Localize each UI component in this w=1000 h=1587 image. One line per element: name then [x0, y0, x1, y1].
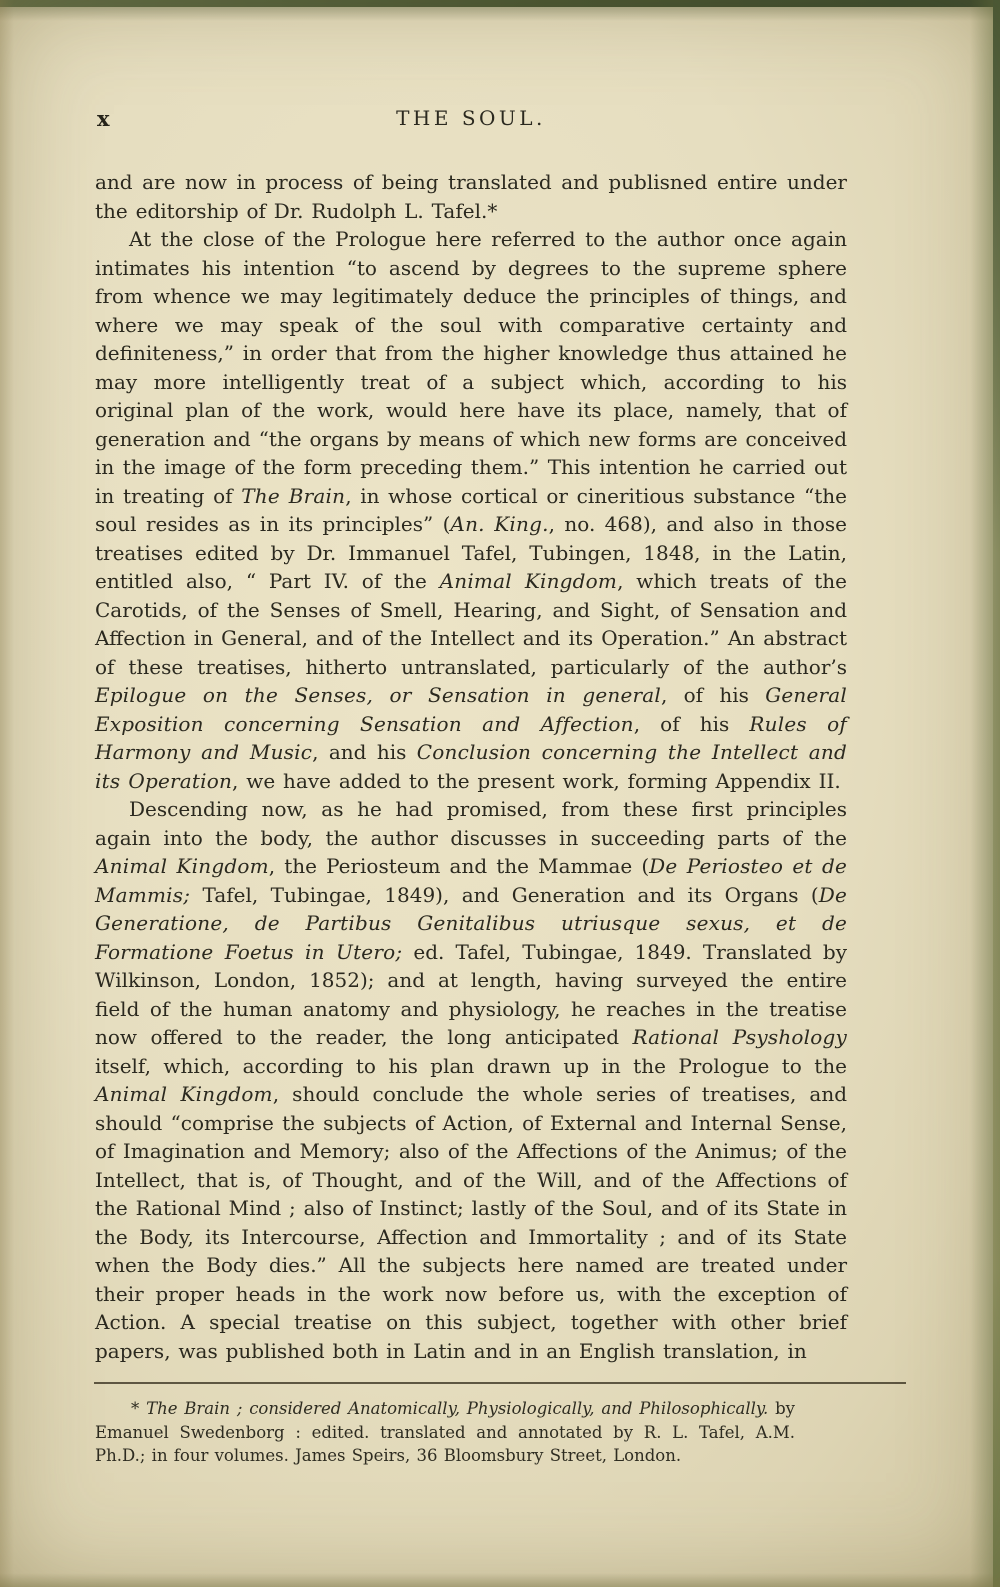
italic-text-segment: An. King. — [450, 512, 549, 536]
paragraph — [95, 225, 847, 795]
page-number: x — [97, 106, 110, 131]
text-segment: and are now in process of being translated and publisned entire under the editorship of Dr. Rudolph L. Tafel.* — [95, 170, 847, 223]
text-segment: Tafel, Tubingae, 1849), and Generation and its Organs ( — [190, 882, 819, 907]
text-segment: by Emanuel Swedenborg : edited. translated and annotated by R. L. Tafel, A.M. Ph.D.; in four volumes. James Speirs, 36 Bloomsbury Street, London. — [95, 1399, 795, 1465]
footnote-divider — [94, 1382, 906, 1384]
scan-edge-top — [0, 0, 1000, 7]
text-segment: ed. Tafel, Tubingae, 1849. Translated by Wilkinson, London, 1852); and at length, having surveyed the entire field of the human anatomy and physiology, he reaches in the treatise now offered to the reader, the long anticipated — [95, 939, 848, 1049]
page-title: THE SOUL. — [396, 106, 546, 130]
text-segment: , which treats of the Carotids, of the Senses of Smell, Hearing, and Sight, of Sensation and Affection in General, and of the Intellect and its Operation.” An abstract of these treatises, hitherto untranslated, particularly of the author’s — [95, 569, 848, 679]
text-segment: At the close of the Prologue here referred to the author once again intimates his intention “to ascend by degrees to the supreme sphere from whence we may legitimately deduce the principles of things, and where we may speak of the soul with comparative certainty and definiteness,” in order that from the higher knowledge thus attained he may more intelligently treat of a subject which, according to his original plan of the work, would here have its place, namely, that of generation and “the organs by means of which new forms are conceived in the image of the form preceding them.” This intention he carried out in treating of — [95, 227, 847, 508]
paragraph — [95, 795, 847, 1365]
italic-text-segment: The Brain — [241, 483, 346, 508]
text-segment: , we have added to the present work, forming Appendix II. — [232, 768, 841, 793]
text-segment: , of his — [661, 683, 766, 707]
footnote-text — [95, 1397, 795, 1468]
text-segment: , and his — [312, 740, 417, 764]
text-segment: , should conclude the whole series of treatises, and should “comprise the subjects of Action, of External and Internal Sense, of Imagination and Memory; also of the Affections of the Animus; of the Intellect, that is, of Thought, and of the Will, and of the Affections of the Rational Mind ; also of Instinct; lastly of the Soul, and of its State in the Body, its Intercourse, Affection and Immortality ; and of its State when the Body dies.” All the subjects here named are treated under their proper heads in the work now before us, with the exception of Action. A special treatise on this subject, together with other brief papers, was published both in Latin and in an English translation, in — [95, 1082, 848, 1363]
text-segment: , the Periosteum and the Mammae ( — [268, 854, 650, 878]
paragraphs — [95, 168, 847, 1365]
scan-edge-right-line — [993, 0, 1000, 1587]
scan-edge-left — [0, 0, 14, 1587]
running-header — [95, 106, 847, 136]
text-segment: * — [131, 1399, 147, 1418]
italic-text-segment: Rational Psyshology — [632, 1025, 847, 1049]
italic-text-segment: Rules of Harmony and Music — [95, 711, 847, 764]
text-segment: Descending now, as he had promised, from these first principles again into the body, the author discusses in succeeding parts of the — [95, 797, 847, 850]
paragraph — [95, 168, 847, 225]
italic-text-segment: Epilogue on the Senses, or Sensation in general — [95, 683, 661, 707]
italic-text-segment: General Exposition concerning Sensation and Affection — [95, 683, 847, 736]
italic-text-segment: Conclusion concerning the Intellect and its Operation — [95, 740, 847, 793]
scan-edge-bottom — [0, 1573, 1000, 1587]
text-segment: , in whose cortical or cineritious substance “the soul resides as in its principles” ( — [95, 483, 847, 536]
italic-text-segment: Animal Kingdom — [95, 1082, 273, 1106]
footnote — [95, 1397, 795, 1468]
italic-text-segment: Animal Kingdom — [95, 854, 269, 878]
italic-text-segment: De Generatione, de Partibus Genitalibus utriusque sexus, et de Formatione Foetus in Utero; — [95, 882, 847, 964]
italic-text-segment: Animal Kingdom — [439, 569, 618, 593]
text-segment: itself, which, according to his plan drawn up in the Prologue to the — [95, 1053, 847, 1078]
italic-text-segment: The Brain ; considered Anatomically, Physiologically, and Philosophically. — [146, 1399, 769, 1418]
scan-edge-top-shadow — [0, 7, 1000, 21]
page-content — [95, 106, 847, 1468]
text-segment: , no. 468), and also in those treatises edited by Dr. Immanuel Tafel, Tubingen, 1848, in the Latin, entitled also, “ Part IV. of the — [95, 512, 847, 593]
text-segment: , of his — [633, 711, 750, 736]
italic-text-segment: De Periosteo et de Mammis; — [95, 854, 847, 907]
